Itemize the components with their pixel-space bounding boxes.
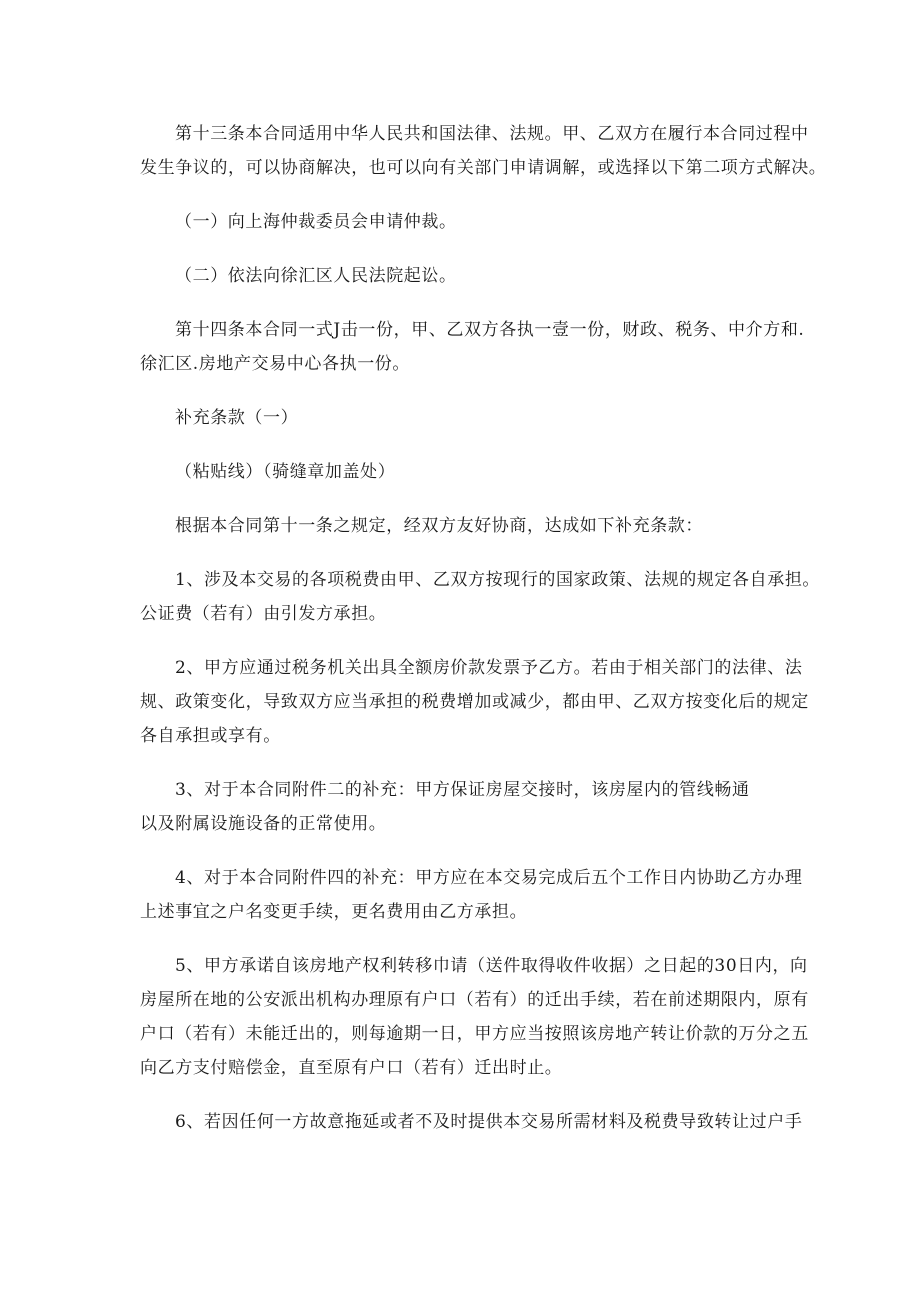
article-13-option-2 [140,259,790,293]
supplementary-intro [140,509,790,543]
text-line: 上述事宜之户名变更手续，更名费用由乙方承担。 [140,902,528,922]
article-14-paragraph [140,313,805,381]
seal-note [140,455,790,489]
text-line: 根据本合同第十一条之规定，经双方友好协商，达成如下补充条款： [175,516,703,536]
text-line: 徐汇区.房地产交易中心各执一份。 [140,354,411,374]
supplementary-clause-1 [140,563,821,631]
text-line: （二）依法向徐汇区人民法院起讼。 [175,266,457,286]
text-line: 发生争议的，可以协商解决，也可以向有关部门申请调解，或选择以下第二项方式解决。 [140,158,827,178]
text-line: 补充条款（一） [175,408,299,428]
text-line: 规、政策变化，导致双方应当承担的税费增加或减少，都由甲、乙双方按变化后的规定 [140,692,809,712]
supplementary-clause-4 [140,861,803,929]
supplementary-clause-5 [140,949,809,1085]
text-line: （粘贴线）（骑缝章加盖处） [175,462,396,482]
text-line: 第十四条本合同一式J击一份，甲、乙双方各执一壹一份，财政、税务、中介方和. [175,320,805,340]
text-line: 2、甲方应通过税务机关出具全额房价款发票予乙方。若由于相关部门的法律、法 [175,658,803,678]
text-line: （一）向上海仲裁委员会申请仲裁。 [175,212,457,232]
text-line: 向乙方支付赔偿金，直至原有户口（若有）迁出时止。 [140,1058,563,1078]
text-line: 各自承担或享有。 [140,726,281,746]
text-line: 6、若因任何一方故意拖延或者不及时提供本交易所需材料及税费导致转让过户手 [175,1112,803,1132]
supplementary-clause-3 [140,773,790,841]
text-line: 以及附属设施设备的正常使用。 [140,814,387,834]
article-13-paragraph [140,117,827,185]
text-line: 第十三条本合同适用中华人民共和国法律、法规。甲、乙双方在履行本合同过程中 [175,124,809,144]
supplementary-clause-2 [140,651,809,753]
text-line: 公证费（若有）由引发方承担。 [140,604,387,624]
text-line: 5、甲方承诺自该房地产权利转移巾请（送件取得收件收据）之日起的30日内，向 [175,956,808,976]
text-line: 户口（若有）未能迁出的，则每逾期一日，甲方应当按照该房地产转让价款的万分之五 [140,1024,809,1044]
text-line: 1、涉及本交易的各项税费由甲、乙双方按现行的国家政策、法规的规定各自承担。 [175,570,821,590]
article-13-option-1 [140,205,790,239]
document-body [140,117,827,1139]
text-line: 3、对于本合同附件二的补充：甲方保证房屋交接时，该房屋内的管线畅通 [175,780,750,800]
text-line: 房屋所在地的公安派出机构办理原有户口（若有）的迁出手续，若在前述期限内，原有 [140,990,809,1010]
text-line: 4、对于本合同附件四的补充：甲方应在本交易完成后五个工作日内协助乙方办理 [175,868,803,888]
supplementary-title [140,401,790,435]
supplementary-clause-6 [140,1105,803,1139]
